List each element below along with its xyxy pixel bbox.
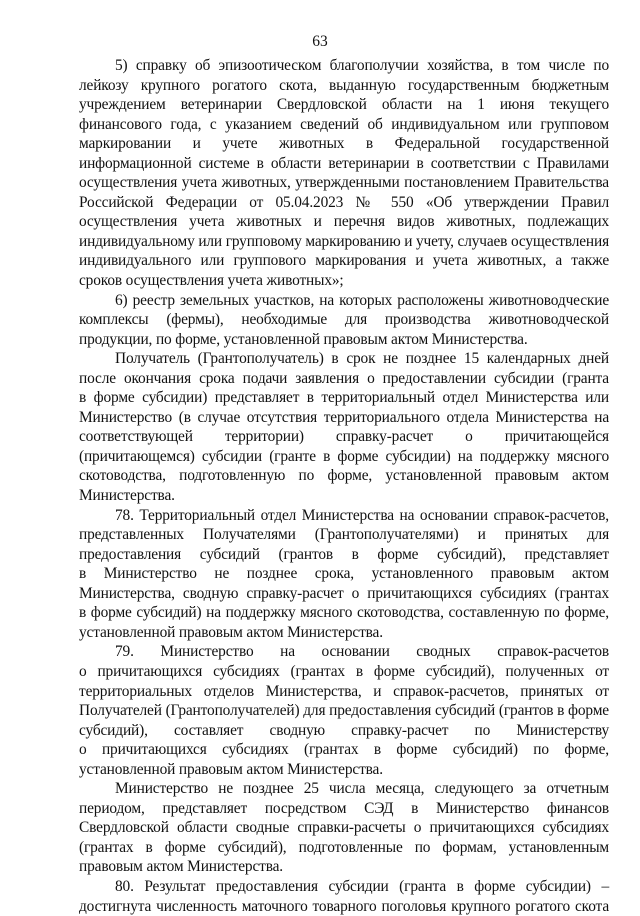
text-line: комплексы (фермы), необходимые для производства животноводческой xyxy=(79,311,609,329)
text-line: представленных Получателями (Грантополучателями) и принятых для xyxy=(79,526,609,544)
text-line: 78. Территориальный отдел Министерства на основании справок-расчетов, xyxy=(115,506,609,524)
text-line: информационной системе в области ветеринарии в соответствии с Правилами xyxy=(79,154,609,172)
text-line: Министерства. xyxy=(79,487,175,505)
text-line: установленной правовым актом Министерства. xyxy=(79,760,383,778)
text-line: Получатель (Грантополучатель) в срок не позднее 15 календарных дней xyxy=(115,350,609,368)
text-line: индивидуальному или групповому маркированию и учету, случаев осуществления xyxy=(79,232,609,250)
text-line: субсидий), составляет сводную справку-расчет по Министерству xyxy=(79,721,609,739)
paragraph-item-5 xyxy=(79,56,609,291)
text-line: Свердловской области сводные справки-расчеты о причитающихся субсидиях xyxy=(79,819,609,837)
text-line: о причитающихся субсидиях (грантах в форме субсидий) по форме, xyxy=(79,741,609,759)
text-line: Российской Федерации от 05.04.2023 № 550 «Об утверждении Правил xyxy=(79,193,609,211)
text-line: в форме субсидии) представляет в территориальный отдел Министерства или xyxy=(79,389,609,407)
text-line: Министерство не позднее 25 числа месяца, следующего за отчетным xyxy=(115,780,609,798)
text-line: территориальных отделов Министерства, и справок-расчетов, принятых от xyxy=(79,682,609,700)
text-line: установленной правовым актом Министерства. xyxy=(79,623,383,641)
paragraph-ministry-deadline-paragraph xyxy=(79,779,609,877)
page-number: 63 xyxy=(312,33,328,50)
paragraph-section-78 xyxy=(79,506,609,643)
text-line: учреждением ветеринарии Свердловской области на 1 июня текущего xyxy=(79,96,609,114)
text-line: Министерство (в случае отсутствия территориального отдела Министерства на xyxy=(79,408,609,426)
text-line: о причитающихся субсидиях (грантах в форме субсидий), полученных от xyxy=(79,662,609,680)
text-line: осуществления учета животных, утвержденными постановлением Правительства xyxy=(79,174,609,192)
text-line: в форме субсидий) на поддержку мясного скотоводства, составленную по форме, xyxy=(79,604,609,622)
paragraph-section-79 xyxy=(79,642,609,779)
text-line: (причитающемся) субсидии (гранте в форме субсидии) на поддержку мясного xyxy=(79,447,609,465)
text-line: 79. Министерство на основании сводных справок-расчетов xyxy=(115,643,609,661)
text-line: периодом, представляет посредством СЭД в Министерство финансов xyxy=(79,799,609,817)
text-line: скотоводства, подготовленную по форме, установленной правовым актом xyxy=(79,467,609,485)
text-line: осуществления учета животных и перечня видов животных, подлежащих xyxy=(79,213,609,231)
text-line: финансового года, с указанием сведений об индивидуальном или групповом xyxy=(79,115,609,133)
text-line: Министерства, сводную справку-расчет о причитающихся субсидиях (грантах xyxy=(79,584,609,602)
text-line: 6) реестр земельных участков, на которых расположены животноводческие xyxy=(115,291,609,309)
text-line: 80. Результат предоставления субсидии (гранта в форме субсидии) – xyxy=(115,877,609,895)
text-line: достигнута численность маточного товарного поголовья крупного рогатого скота xyxy=(79,897,609,915)
document-body xyxy=(79,56,609,916)
text-line: сроков осуществления учета животных»; xyxy=(79,272,344,290)
text-line: 5) справку об эпизоотическом благополучии хозяйства, в том числе по xyxy=(115,57,609,74)
text-line: маркировании и учете животных в Федеральной государственной xyxy=(79,135,609,153)
text-line: продукции, по форме, установленной правовым актом Министерства. xyxy=(79,330,528,348)
text-line: в Министерство не позднее срока, установленного правовым актом xyxy=(79,565,609,583)
text-line: правовым актом Министерства. xyxy=(79,858,284,876)
text-line: индивидуального или группового маркирования и учета животных, а также xyxy=(79,252,609,270)
text-line: (грантах в форме субсидий), подготовленные по формам, установленным xyxy=(79,838,609,856)
text-line: после окончания срока подачи заявления о предоставлении субсидии (гранта xyxy=(79,369,609,387)
text-line: соответствующей территории) справку-расчет о причитающейся xyxy=(79,428,609,446)
paragraph-recipient-paragraph xyxy=(79,349,609,505)
text-line: Получателей (Грантополучателей) для предоставления субсидий (грантов в форме xyxy=(79,702,609,720)
paragraph-section-80 xyxy=(79,877,609,916)
text-line: лейкозу крупного рогатого скота, выданную государственным бюджетным xyxy=(79,76,609,94)
paragraph-item-6 xyxy=(79,291,609,350)
text-line: предоставления субсидий (грантов в форме субсидий), представляет xyxy=(79,545,609,563)
